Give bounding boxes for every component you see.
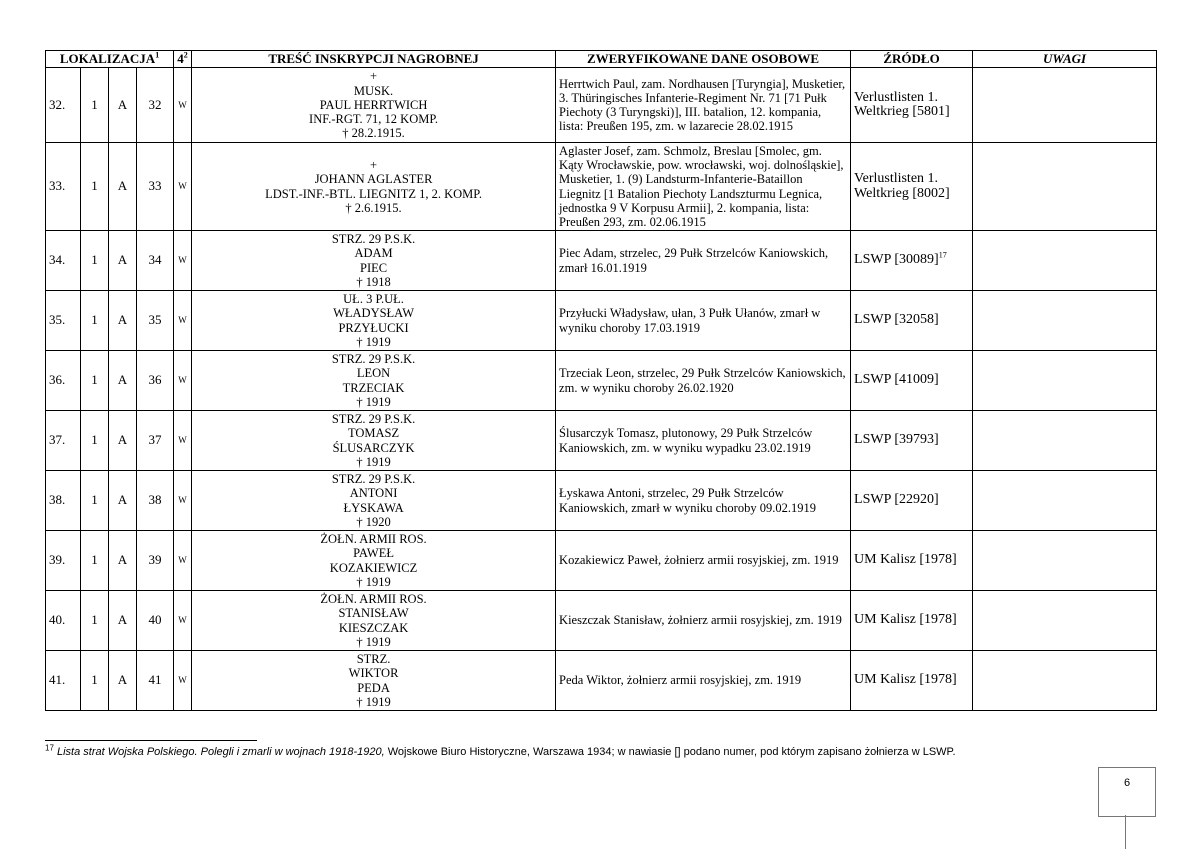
inscription-line: PAWEŁ — [353, 546, 394, 561]
inscription-line: PAUL HERRTWICH — [319, 97, 428, 112]
source-text: Verlustlisten 1. Weltkrieg [8002] — [854, 171, 950, 201]
header-col4: $4^2$ — [174, 51, 192, 68]
category-marker: W — [174, 143, 192, 231]
inscription-line: KIESZCZAK — [338, 620, 409, 635]
inscription-line: STRZ. 29 P.S.K. — [331, 472, 416, 487]
personal-data-cell: Piec Adam, strzelec, 29 Pułk Strzelców Kaniowskich, zmarł 16.01.1919 — [556, 231, 851, 291]
location-sector: 1 — [81, 651, 109, 711]
notes-cell — [973, 411, 1157, 471]
row-number: 39. — [46, 531, 81, 591]
personal-data-cell: Kozakiewicz Paweł, żołnierz armii rosyjskiej, zm. 1919 — [556, 531, 851, 591]
header-lokalizacja: LOKALIZACJA$^1$ — [46, 51, 174, 68]
location-sector: 1 — [81, 68, 109, 143]
header-source: ŹRÓDŁO — [851, 51, 973, 68]
personal-data-cell: Łyskawa Antoni, strzelec, 29 Pułk Strzelców Kaniowskich, zmarł w wyniku choroby 09.02.1919 — [556, 471, 851, 531]
category-marker: W — [174, 291, 192, 351]
table-row — [46, 411, 1157, 471]
inscription-line: † 2.6.1915. — [345, 200, 402, 215]
inscription-line: † 1919 — [356, 694, 391, 709]
footnote-number: 17 — [45, 743, 54, 753]
source-cell — [851, 143, 973, 231]
inscription-line: ADAM — [354, 246, 393, 261]
row-number: 34. — [46, 231, 81, 291]
table-row — [46, 291, 1157, 351]
source-text: LSWP [30089] — [854, 252, 939, 268]
location-sector: 1 — [81, 231, 109, 291]
personal-data-cell: Ślusarczyk Tomasz, plutonowy, 29 Pułk Strzelców Kaniowskich, zm. w wyniku wypadku 23.02.1919 — [556, 411, 851, 471]
inscription-line: † 1918 — [356, 274, 391, 289]
inscription-cell — [192, 68, 556, 143]
source-cell — [851, 231, 973, 291]
location-row: A — [109, 68, 137, 143]
inscription-line: ŻOŁN. ARMII ROS. — [320, 592, 427, 607]
location-grave: 35 — [137, 291, 174, 351]
source-cell — [851, 351, 973, 411]
table-row — [46, 68, 1157, 143]
row-number: 41. — [46, 651, 81, 711]
footnote-ref: 17 — [938, 250, 947, 260]
category-marker: W — [174, 591, 192, 651]
row-number: 36. — [46, 351, 81, 411]
inscription-line: LEON — [356, 366, 391, 381]
inscription-line: STRZ. 29 P.S.K. — [331, 412, 416, 427]
inscription-cell — [192, 651, 556, 711]
location-sector: 1 — [81, 591, 109, 651]
inscription-line: PRZYŁUCKI — [338, 320, 409, 335]
table-row — [46, 471, 1157, 531]
category-marker: W — [174, 471, 192, 531]
inscription-line: STANISŁAW — [338, 606, 409, 621]
inscription-line: LDST.-INF.-BTL. LIEGNITZ 1, 2. KOMP. — [265, 186, 482, 201]
inscription-line: † 1920 — [356, 514, 391, 529]
inscription-cell — [192, 531, 556, 591]
footnote-text: Wojskowe Biuro Historyczne, Warszawa 1934; w nawiasie [] podano numer, pod którym zapisano żołnierza w LSWP. — [384, 746, 956, 758]
location-row: A — [109, 231, 137, 291]
location-grave: 40 — [137, 591, 174, 651]
location-row: A — [109, 471, 137, 531]
personal-data-cell: Przyłucki Władysław, ułan, 3 Pułk Ułanów, zmarł w wyniku choroby 17.03.1919 — [556, 291, 851, 351]
location-grave: 38 — [137, 471, 174, 531]
inscription-line: STRZ. — [356, 652, 391, 667]
personal-data-cell: Kieszczak Stanisław, żołnierz armii rosyjskiej, zm. 1919 — [556, 591, 851, 651]
footnote-separator — [45, 740, 257, 741]
inscription-line: ŚLUSARCZYK — [332, 440, 415, 455]
source-cell — [851, 651, 973, 711]
table-body — [46, 68, 1157, 711]
location-grave: 39 — [137, 531, 174, 591]
inscription-cell — [192, 291, 556, 351]
inscription-cell — [192, 411, 556, 471]
source-text: LSWP [32058] — [854, 312, 939, 328]
table-row — [46, 143, 1157, 231]
inscription-line: UŁ. 3 P.UŁ. — [343, 292, 404, 307]
location-row: A — [109, 651, 137, 711]
page-number-box — [1098, 767, 1156, 817]
personal-data-cell: Trzeciak Leon, strzelec, 29 Pułk Strzelców Kaniowskich, zm. w wyniku choroby 26.02.1920 — [556, 351, 851, 411]
location-sector: 1 — [81, 411, 109, 471]
inscription-line: + — [370, 158, 378, 173]
inscription-cell — [192, 591, 556, 651]
source-cell — [851, 68, 973, 143]
location-grave: 41 — [137, 651, 174, 711]
row-number: 33. — [46, 143, 81, 231]
notes-cell — [973, 68, 1157, 143]
source-text: UM Kalisz [1978] — [854, 552, 957, 568]
inscription-line: TOMASZ — [347, 426, 400, 441]
inscription-line: PIEC — [360, 260, 388, 275]
row-number: 35. — [46, 291, 81, 351]
table-row — [46, 351, 1157, 411]
notes-cell — [973, 471, 1157, 531]
row-number: 32. — [46, 68, 81, 143]
notes-cell — [973, 651, 1157, 711]
grave-registry-table — [45, 50, 1157, 711]
location-sector: 1 — [81, 471, 109, 531]
location-grave: 37 — [137, 411, 174, 471]
notes-cell — [973, 531, 1157, 591]
location-sector: 1 — [81, 291, 109, 351]
source-cell — [851, 471, 973, 531]
source-cell — [851, 591, 973, 651]
header-personal-data: ZWERYFIKOWANE DANE OSOBOWE — [556, 51, 851, 68]
location-row: A — [109, 531, 137, 591]
inscription-line: JOHANN AGLASTER — [314, 172, 433, 187]
inscription-cell — [192, 351, 556, 411]
inscription-line: PEDA — [357, 680, 390, 695]
inscription-cell — [192, 231, 556, 291]
location-row: A — [109, 291, 137, 351]
location-row: A — [109, 591, 137, 651]
page-number: 6 — [1123, 777, 1131, 789]
location-row: A — [109, 351, 137, 411]
inscription-line: ŁYSKAWA — [343, 500, 404, 515]
inscription-line: WŁADYSŁAW — [333, 306, 415, 321]
inscription-line: WIKTOR — [348, 666, 399, 681]
personal-data-cell: Aglaster Josef, zam. Schmolz, Breslau [Smolec, gm. Kąty Wrocławskie, pow. wrocławski, woj. dolnośląskie], Musketier, 1. (9) Landsturm-Infanterie-Bataillon Liegnitz [1 Batalion Piechoty Landszturmu Legnica, jednostka 9 V Korpusu Armii], 2. kompania, lista: Preußen 293, zm. 02.06.1915 — [556, 143, 851, 231]
inscription-line: TRZECIAK — [342, 380, 405, 395]
personal-data-cell: Peda Wiktor, żołnierz armii rosyjskiej, zm. 1919 — [556, 651, 851, 711]
row-number: 37. — [46, 411, 81, 471]
location-row: A — [109, 143, 137, 231]
category-marker: W — [174, 68, 192, 143]
table-row — [46, 531, 1157, 591]
inscription-line: † 1919 — [356, 574, 391, 589]
header-inscription: TREŚĆ INSKRYPCJI NAGROBNEJ — [192, 51, 556, 68]
notes-cell — [973, 143, 1157, 231]
source-cell — [851, 531, 973, 591]
source-text: LSWP [22920] — [854, 492, 939, 508]
category-marker: W — [174, 651, 192, 711]
location-grave: 33 — [137, 143, 174, 231]
inscription-line: † 1919 — [356, 334, 391, 349]
inscription-line: INF.-RGT. 71, 12 KOMP. — [309, 112, 439, 127]
inscription-cell — [192, 143, 556, 231]
inscription-line: KOZAKIEWICZ — [329, 560, 418, 575]
inscription-line: STRZ. 29 P.S.K. — [331, 232, 416, 247]
inscription-line: † 1919 — [356, 394, 391, 409]
location-grave: 36 — [137, 351, 174, 411]
category-marker: W — [174, 231, 192, 291]
header-row — [46, 51, 1157, 68]
inscription-line: ŻOŁN. ARMII ROS. — [320, 532, 427, 547]
inscription-line: STRZ. 29 P.S.K. — [331, 352, 416, 367]
notes-cell — [973, 291, 1157, 351]
inscription-line: † 1919 — [356, 454, 391, 469]
category-marker: W — [174, 351, 192, 411]
inscription-cell — [192, 471, 556, 531]
source-text: UM Kalisz [1978] — [854, 612, 957, 628]
inscription-line: † 1919 — [356, 634, 391, 649]
notes-cell — [973, 591, 1157, 651]
personal-data-cell: Herrtwich Paul, zam. Nordhausen [Turyngia], Musketier, 3. Thüringisches Infanterie-Regiment Nr. 71 [71 Pułk Piechoty (3 Turyngski)], III. batalion, 12. kompania, lista: Preußen 195, zm. w lazarecie 28.02.1915 — [556, 68, 851, 143]
source-text: LSWP [39793] — [854, 432, 939, 448]
row-number: 40. — [46, 591, 81, 651]
footnote-title: Lista strat Wojska Polskiego. Polegli i zmarli w wojnach 1918-1920, — [56, 746, 385, 758]
location-sector: 1 — [81, 531, 109, 591]
table-row — [46, 651, 1157, 711]
header-notes: UWAGI — [973, 51, 1157, 68]
location-grave: 32 — [137, 68, 174, 143]
footnote — [45, 743, 956, 758]
category-marker: W — [174, 531, 192, 591]
location-sector: 1 — [81, 143, 109, 231]
location-grave: 34 — [137, 231, 174, 291]
inscription-line: ANTONI — [349, 486, 398, 501]
table-row — [46, 231, 1157, 291]
notes-cell — [973, 231, 1157, 291]
location-row: A — [109, 411, 137, 471]
page-number-line — [1125, 815, 1126, 849]
source-text: LSWP [41009] — [854, 372, 939, 388]
inscription-line: + — [370, 69, 378, 84]
source-cell — [851, 291, 973, 351]
row-number: 38. — [46, 471, 81, 531]
table-row — [46, 591, 1157, 651]
location-sector: 1 — [81, 351, 109, 411]
source-text: UM Kalisz [1978] — [854, 672, 957, 688]
notes-cell — [973, 351, 1157, 411]
source-text: Verlustlisten 1. Weltkrieg [5801] — [854, 89, 950, 119]
category-marker: W — [174, 411, 192, 471]
inscription-line: † 28.2.1915. — [342, 126, 405, 141]
inscription-line: MUSK. — [353, 83, 394, 98]
source-cell — [851, 411, 973, 471]
